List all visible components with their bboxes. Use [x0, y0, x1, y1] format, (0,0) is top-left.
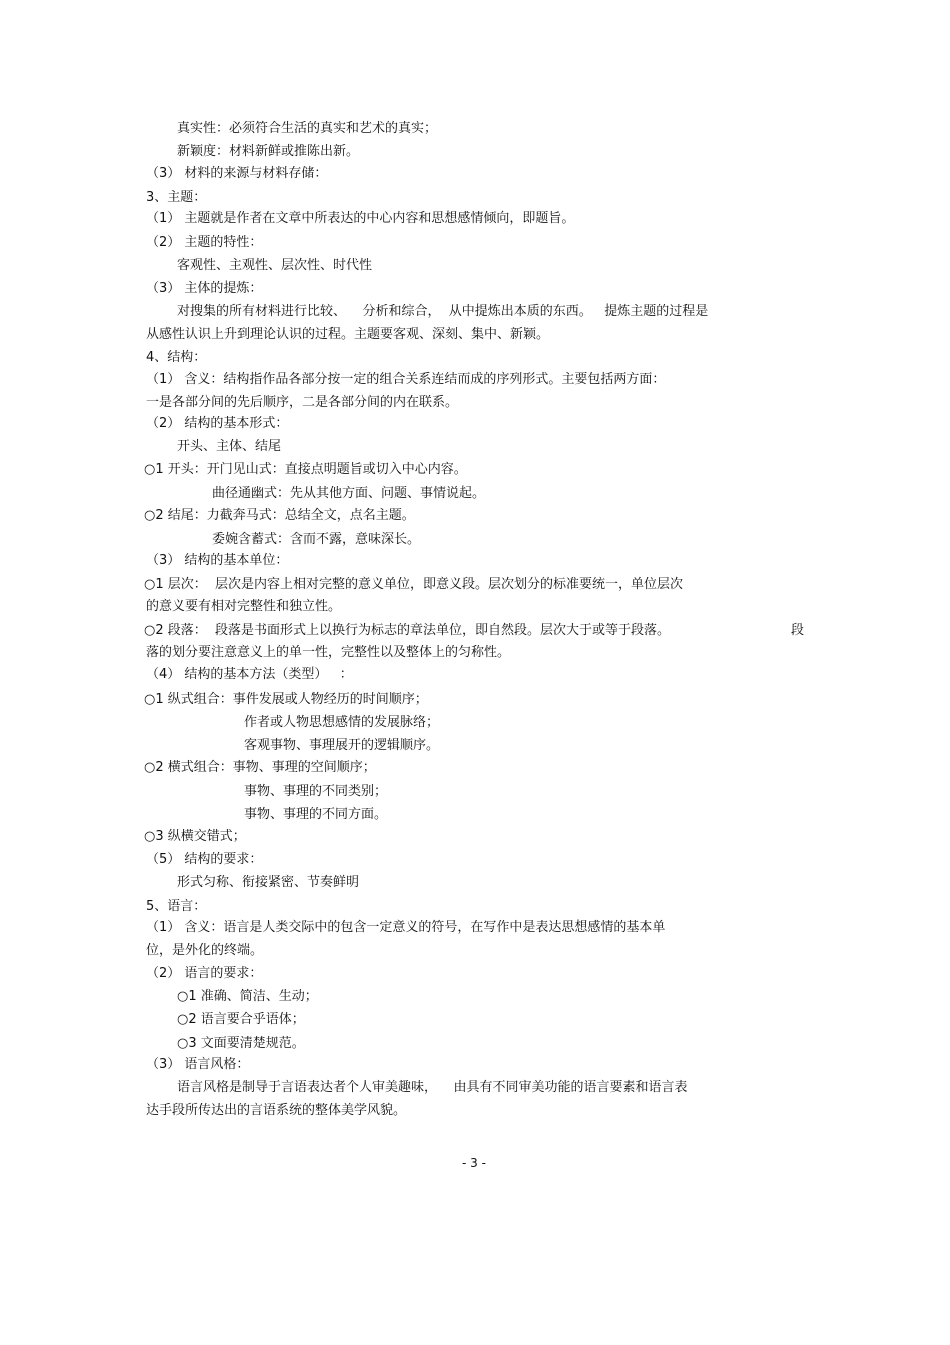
section-heading: 3、主题： [146, 190, 207, 205]
text-line: 开头、主体、结尾 [177, 439, 282, 454]
text-line: （3） 材料的来源与材料存储： [146, 166, 328, 181]
text-line: 新颖度：材料新鲜或推陈出新。 [177, 144, 360, 159]
text-line: 对搜集的所有材料进行比较、 分析和综合， 从中提炼出本质的东西。 提炼主题的过程是 [177, 304, 709, 319]
text-line: ○2 结尾：力截奔马式：总结全文，点名主题。 [144, 508, 415, 523]
text-line: 形式匀称、衔接紧密、节奏鲜明 [177, 875, 360, 890]
text-line: （3） 主体的提炼： [146, 281, 263, 296]
text-line: ○2 段落： 段落是书面形式上以换行为标志的章法单位，即自然段。层次大于或等于段落。 [144, 623, 671, 638]
text-line: （5） 结构的要求： [146, 852, 263, 867]
text-line: 真实性：必须符合生活的真实和艺术的真实； [177, 121, 438, 136]
text-line: 一是各部分间的先后顺序，二是各部分间的内在联系。 [146, 395, 459, 410]
text-line: 位，是外化的终端。 [146, 943, 264, 958]
text-line: （1） 含义：结构指作品各部分按一定的组合关系连结而成的序列形式。主要包括两方面： [146, 372, 666, 387]
text-line: ○1 开头：开门见山式：直接点明题旨或切入中心内容。 [144, 462, 467, 477]
text-line: ○1 层次： 层次是内容上相对完整的意义单位，即意义段。层次划分的标准要统一，单位层次 [144, 577, 684, 592]
text-line: 从感性认识上升到理论认识的过程。主题要客观、深刻、集中、新颖。 [146, 327, 550, 342]
section-heading: 4、结构： [146, 350, 207, 365]
text-line: 语言风格是制导于言语表达者个人审美趣味， 由具有不同审美功能的语言要素和语言表 [177, 1080, 688, 1095]
section-heading: 5、语言： [146, 899, 207, 914]
text-line: ○1 准确、简洁、生动； [177, 989, 318, 1004]
page-number: - 3 - [462, 1156, 486, 1170]
text-line: （2） 主题的特性： [146, 235, 263, 250]
text-line: 曲径通幽式：先从其他方面、问题、事情说起。 [212, 486, 486, 501]
text-line: （3） 语言风格： [146, 1057, 250, 1072]
text-line: （3） 结构的基本单位： [146, 553, 289, 568]
text-line: 委婉含蓄式：含而不露，意味深长。 [212, 532, 421, 547]
text-line: 达手段所传达出的言语系统的整体美学风貌。 [146, 1103, 407, 1118]
text-line: （1） 主题就是作者在文章中所表达的中心内容和思想感情倾向，即题旨。 [146, 211, 575, 226]
text-line: ○2 横式组合：事物、事理的空间顺序； [144, 760, 376, 775]
text-line: 事物、事理的不同类别； [244, 784, 388, 799]
text-line: 客观事物、事理展开的逻辑顺序。 [244, 738, 440, 753]
text-line: 作者或人物思想感情的发展脉络； [244, 715, 440, 730]
text-line: 落的划分要注意意义上的单一性，完整性以及整体上的匀称性。 [146, 645, 511, 660]
text-line: （2） 语言的要求： [146, 966, 263, 981]
text-line: （1） 含义：语言是人类交际中的包含一定意义的符号，在写作中是表达思想感情的基本单 [146, 920, 666, 935]
text-line: ○3 纵横交错式； [144, 829, 246, 844]
text-line: （2） 结构的基本形式： [146, 416, 289, 431]
text-line: 事物、事理的不同方面。 [244, 807, 388, 822]
text-line: 的意义要有相对完整性和独立性。 [146, 599, 342, 614]
text-line: 客观性、主观性、层次性、时代性 [177, 258, 373, 273]
text-line: ○3 文面要清楚规范。 [177, 1036, 305, 1051]
text-line: 段 [791, 623, 805, 638]
text-line: ○2 语言要合乎语体； [177, 1012, 305, 1027]
text-line: （4） 结构的基本方法（类型） ： [146, 667, 353, 682]
text-line: ○1 纵式组合：事件发展或人物经历的时间顺序； [144, 692, 428, 707]
